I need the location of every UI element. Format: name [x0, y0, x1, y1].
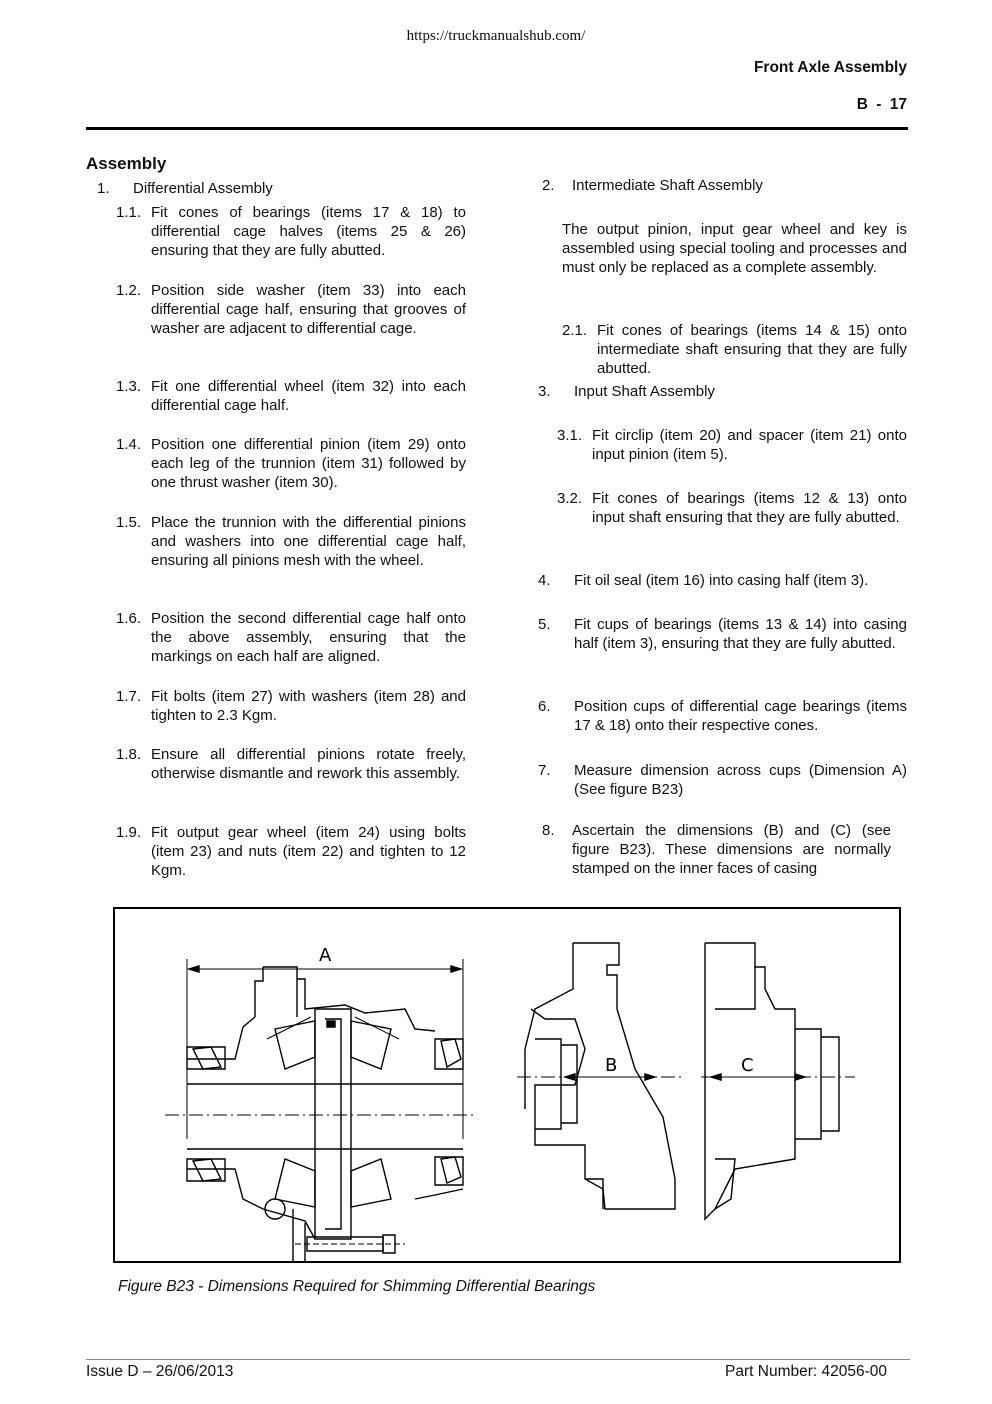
list-item-num: 5. — [538, 616, 551, 633]
list-item-num: 1.1. — [116, 204, 142, 221]
page-number: B - 17 — [856, 96, 907, 113]
header-rule — [86, 127, 908, 130]
list-item-num: 3.1. — [557, 427, 583, 444]
list-item-num: 1.5. — [116, 514, 142, 531]
list-item — [542, 821, 891, 879]
dimension-b-label: B — [605, 1055, 618, 1076]
list-item-num: 1.2. — [116, 282, 142, 299]
list-item — [116, 609, 466, 667]
list-item — [116, 281, 466, 339]
list-item-text: Place the trunnion with the differential pinions and washers into one differential cage half, ensuring all pinions mesh with the wheel. — [151, 514, 466, 570]
list-item-text: Fit bolts (item 27) with washers (item 28) and tighten to 2.3 Kgm. — [151, 688, 466, 725]
section-title: Assembly — [86, 154, 167, 173]
list-item — [116, 377, 466, 415]
section-2-title: Intermediate Shaft Assembly — [572, 177, 763, 194]
list-item-num: 1.4. — [116, 436, 142, 453]
list-item-num: 1.7. — [116, 688, 142, 705]
list-item-num: 1.8. — [116, 746, 142, 763]
list-item-num: 4. — [538, 572, 551, 589]
list-item — [538, 571, 907, 590]
left-heading — [97, 179, 273, 198]
section-2-num: 2. — [542, 177, 555, 194]
section-2-paragraph: The output pinion, input gear wheel and key is assembled using special tooling and processes and must only be replaced as a complete assembly. — [562, 221, 907, 277]
list-item — [116, 435, 466, 493]
list-item — [538, 761, 907, 799]
list-item-text: Fit cups of bearings (items 13 & 14) into casing half (item 3), ensuring that they are fully abutted. — [574, 616, 907, 653]
list-item — [116, 823, 466, 881]
list-item — [557, 489, 907, 527]
list-item-text: Ensure all differential pinions rotate freely, otherwise dismantle and rework this assembly. — [151, 746, 466, 783]
list-item — [116, 745, 466, 783]
list-item-num: 1.6. — [116, 610, 142, 627]
list-item-text: Position one differential pinion (item 29) onto each leg of the trunnion (item 31) followed by one thrust washer (item 30). — [151, 436, 466, 492]
part-number: Part Number: 42056-00 — [725, 1363, 887, 1380]
casing-half-c-drawing — [701, 943, 855, 1219]
list-item — [116, 203, 466, 261]
section-3-num: 3. — [538, 383, 551, 400]
list-item-num: 3.2. — [557, 490, 583, 507]
section-3-title: Input Shaft Assembly — [574, 383, 715, 400]
differential-cage-drawing — [165, 945, 475, 1261]
list-item-text: Fit one differential wheel (item 32) into each differential cage half. — [151, 378, 466, 415]
list-item-num: 1.3. — [116, 378, 142, 395]
list-item-text: Position side washer (item 33) into each differential cage half, ensuring that grooves of washer are adjacent to differential cage. — [151, 282, 466, 338]
list-item-num: 7. — [538, 762, 551, 779]
list-item-text: Position cups of differential cage bearings (items 17 & 18) onto their respective cones. — [574, 698, 907, 735]
list-item-text: Fit cones of bearings (items 17 & 18) to differential cage halves (items 25 & 26) ensuring that they are fully abutted. — [151, 204, 466, 260]
figure-b23-drawing — [115, 909, 899, 1261]
list-item-num: 8. — [542, 822, 555, 839]
list-item — [116, 513, 466, 571]
list-item — [557, 426, 907, 464]
list-item — [562, 321, 907, 379]
section-3-heading — [538, 382, 715, 401]
left-heading-text: Differential Assembly — [133, 180, 273, 197]
dimension-c-label: C — [741, 1055, 754, 1076]
list-item-num: 2.1. — [562, 322, 588, 339]
figure-caption: Figure B23 - Dimensions Required for Shimming Differential Bearings — [118, 1278, 596, 1295]
list-item-text: Fit oil seal (item 16) into casing half (item 3). — [574, 572, 869, 589]
list-item-num: 1.9. — [116, 824, 142, 841]
figure-b23 — [113, 907, 901, 1263]
issue-date: Issue D – 26/06/2013 — [86, 1363, 234, 1380]
list-item-text: Fit cones of bearings (items 14 & 15) onto intermediate shaft ensuring that they are fully abutted. — [597, 322, 907, 378]
list-item-text: Fit output gear wheel (item 24) using bolts (item 23) and nuts (item 22) and tighten to 12 Kgm. — [151, 824, 466, 880]
list-item-text: Fit circlip (item 20) and spacer (item 21) onto input pinion (item 5). — [592, 427, 907, 464]
list-item-text: Measure dimension across cups (Dimension A) (See figure B23) — [574, 762, 907, 799]
section-2-heading — [542, 176, 763, 195]
list-item-text: Fit cones of bearings (items 12 & 13) onto input shaft ensuring that they are fully abutted. — [592, 490, 907, 527]
document-title: Front Axle Assembly — [753, 59, 907, 76]
left-heading-num: 1. — [97, 180, 110, 197]
source-url: https://truckmanualshub.com/ — [406, 28, 586, 44]
dimension-a-label: A — [319, 945, 332, 966]
list-item — [538, 615, 907, 653]
list-item — [116, 687, 466, 725]
list-item-num: 6. — [538, 698, 551, 715]
casing-half-b-drawing — [517, 943, 685, 1209]
list-item — [538, 697, 907, 735]
footer-rule — [86, 1359, 910, 1360]
list-item-text: Ascertain the dimensions (B) and (C) (see figure B23). These dimensions are normally stamped on the inner faces of casing — [572, 822, 891, 878]
list-item-text: Position the second differential cage half onto the above assembly, ensuring that the markings on each half are aligned. — [151, 610, 466, 666]
